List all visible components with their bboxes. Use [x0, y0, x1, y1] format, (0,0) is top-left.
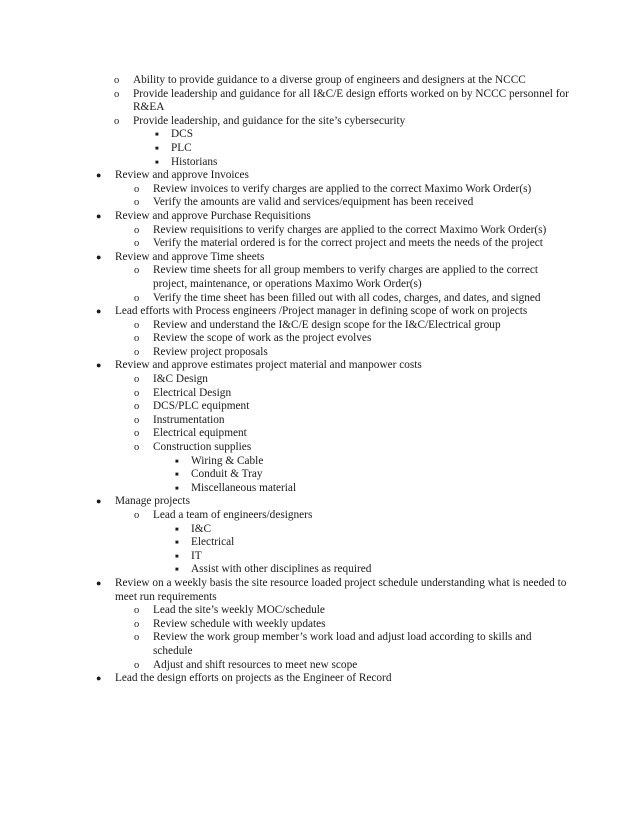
circle-bullet-icon: o — [134, 183, 140, 195]
sub-item: o I&C Design — [134, 373, 208, 386]
list-item: ● Review and approve estimates project material and manpower costs o I&C Design o Electrical Design o DCS/PLC equipment o Instrumentation o Electrical equipment o Construction supplies ■ Wiring & Cable ■ Conduit & Tray ■ Miscellaneous material — [95, 359, 570, 495]
square-bullet-icon: ■ — [175, 472, 179, 479]
subsub-item: ■ PLC — [151, 142, 570, 156]
sub-item: o Lead the site’s weekly MOC/schedule — [134, 604, 325, 617]
square-bullet-icon: ■ — [155, 159, 159, 166]
disc-bullet-icon: ● — [96, 306, 102, 317]
square-bullet-icon: ■ — [175, 553, 179, 560]
circle-bullet-icon: o — [134, 510, 140, 521]
sub-item: o Review requisitions to verify charges are applied to the correct Maximo Work Order(s) — [134, 223, 547, 236]
circle-bullet-icon: o — [134, 632, 140, 644]
sub-item: o Ability to provide guidance to a diverse group of engineers and designers at the NCCC — [114, 74, 526, 86]
sub-item: o Electrical Design — [134, 386, 232, 399]
square-bullet-icon: ■ — [155, 132, 159, 139]
subsub-item: ■ Assist with other disciplines as required — [171, 563, 570, 577]
disc-bullet-icon: ● — [96, 577, 102, 588]
circle-bullet-icon: o — [134, 442, 140, 454]
subsub-item: ■ Historians — [151, 156, 570, 170]
square-bullet-icon: ■ — [175, 458, 179, 465]
subsub-item: ■ DCS — [151, 128, 570, 142]
sub-item: o Review time sheets for all group members to verify charges are applied to the correct project, maintenance, or operations Maximo Work Order(s) — [134, 264, 538, 290]
list-item: ● Review on a weekly basis the site resource loaded project schedule understanding what is needed to meet run requirements o Lead the site’s weekly MOC/schedule o Review schedule with weekly updates o Review the work group member’s work load and adjust load according to skills and schedule o Adjust and shift resources to meet new scope — [95, 577, 570, 672]
sub-item: o Review schedule with weekly updates — [134, 617, 326, 630]
circle-bullet-icon: o — [134, 428, 140, 440]
sub-item: o Verify the amounts are valid and services/equipment has been received — [134, 196, 474, 209]
circle-bullet-icon: o — [134, 618, 140, 630]
circle-bullet-icon: o — [134, 319, 140, 331]
circle-bullet-icon: o — [114, 115, 120, 127]
subsub-item: ■ IT — [171, 550, 570, 564]
subsub-item: ■ Miscellaneous material — [171, 482, 570, 496]
circle-bullet-icon: o — [134, 401, 140, 413]
subsub-list — [171, 455, 570, 496]
bullet-list — [95, 74, 570, 686]
sub-item: o Review invoices to verify charges are applied to the correct Maximo Work Order(s) — [134, 182, 532, 195]
subsub-item: ■ Electrical — [171, 536, 570, 550]
sub-item: o Review the work group member’s work load and adjust load according to skills and schedule — [134, 631, 532, 657]
sub-item: o Verify the material ordered is for the correct project and meets the needs of the project — [134, 237, 543, 250]
sub-list — [133, 264, 570, 305]
circle-bullet-icon: o — [134, 346, 140, 358]
sub-list — [133, 604, 570, 672]
sub-item: o Review the scope of work as the project evolves — [134, 332, 372, 345]
sub-list — [133, 373, 570, 495]
continued-item — [95, 74, 570, 169]
disc-bullet-icon: ● — [96, 360, 102, 371]
circle-bullet-icon: o — [134, 414, 140, 426]
subsub-list — [151, 128, 570, 169]
subsub-item: ■ Conduit & Tray — [171, 468, 570, 482]
sub-item: o Verify the time sheet has been filled out with all codes, charges, and dates, and signed — [134, 291, 541, 304]
square-bullet-icon: ■ — [175, 485, 179, 492]
sub-list — [133, 319, 570, 360]
list-item: ● Review and approve Purchase Requisitions o Review requisitions to verify charges are applied to the correct Maximo Work Order(s) o Verify the material ordered is for the correct project and meets the needs of the project — [95, 210, 570, 251]
circle-bullet-icon: o — [134, 387, 140, 399]
sub-item: o DCS/PLC equipment — [134, 400, 250, 413]
square-bullet-icon: ■ — [175, 567, 179, 574]
sub-list — [113, 74, 570, 169]
disc-bullet-icon: ● — [96, 673, 102, 684]
sub-item: o Provide leadership, and guidance for the site’s cybersecurity ■ DCS ■ PLC ■ Historians — [113, 115, 570, 169]
circle-bullet-icon: o — [134, 224, 140, 236]
sub-list — [133, 509, 570, 577]
circle-bullet-icon: o — [114, 88, 120, 100]
sub-item: o Review and understand the I&C/E design scope for the I&C/Electrical group — [134, 318, 501, 331]
list-item: ● Review and approve Invoices o Review invoices to verify charges are applied to the correct Maximo Work Order(s) o Verify the amounts are valid and services/equipment has been received — [95, 169, 570, 210]
sub-item: o Provide leadership and guidance for all I&C/E design efforts worked on by NCCC personnel for R&EA — [114, 87, 569, 114]
sub-list — [133, 183, 570, 210]
sub-item: o Lead a team of engineers/designers ■ I&C ■ Electrical ■ IT ■ Assist with other disciplines as required — [133, 509, 570, 577]
sub-item: o Adjust and shift resources to meet new scope — [134, 658, 358, 671]
subsub-item: ■ I&C — [171, 523, 570, 537]
document-body — [95, 74, 570, 686]
disc-bullet-icon: ● — [96, 210, 102, 221]
disc-bullet-icon: ● — [96, 251, 102, 262]
square-bullet-icon: ■ — [175, 540, 179, 547]
subsub-item: ■ Wiring & Cable — [171, 455, 570, 469]
circle-bullet-icon: o — [134, 197, 140, 209]
circle-bullet-icon: o — [134, 333, 140, 345]
circle-bullet-icon: o — [134, 374, 140, 386]
list-item: ● Manage projects o Lead a team of engineers/designers ■ I&C ■ Electrical ■ IT ■ Assist with other disciplines as required — [95, 495, 570, 577]
circle-bullet-icon: o — [114, 75, 120, 86]
disc-bullet-icon: ● — [96, 170, 102, 181]
list-item: ● Review and approve Time sheets o Review time sheets for all group members to verify charges are applied to the correct project, maintenance, or operations Maximo Work Order(s) o Verify the time sheet has been filled out with all codes, charges, and dates, and signed — [95, 251, 570, 305]
circle-bullet-icon: o — [134, 659, 140, 671]
circle-bullet-icon: o — [134, 292, 140, 304]
sub-item: o Review project proposals — [134, 345, 268, 358]
list-item: ● Lead efforts with Process engineers /Project manager in defining scope of work on projects o Review and understand the I&C/E design scope for the I&C/Electrical group o Review the scope of work as the project evolves o Review project proposals — [95, 305, 570, 359]
square-bullet-icon: ■ — [175, 526, 179, 533]
list-item: ● Lead the design efforts on projects as the Engineer of Record — [96, 672, 392, 685]
sub-item: o Construction supplies ■ Wiring & Cable ■ Conduit & Tray ■ Miscellaneous material — [133, 441, 570, 495]
sub-list — [133, 224, 570, 251]
circle-bullet-icon: o — [134, 605, 140, 617]
subsub-list — [171, 523, 570, 577]
square-bullet-icon: ■ — [155, 145, 159, 152]
sub-item: o Instrumentation — [134, 413, 225, 426]
disc-bullet-icon: ● — [96, 496, 102, 507]
circle-bullet-icon: o — [134, 265, 140, 277]
sub-item: o Electrical equipment — [134, 427, 247, 440]
circle-bullet-icon: o — [134, 238, 140, 250]
